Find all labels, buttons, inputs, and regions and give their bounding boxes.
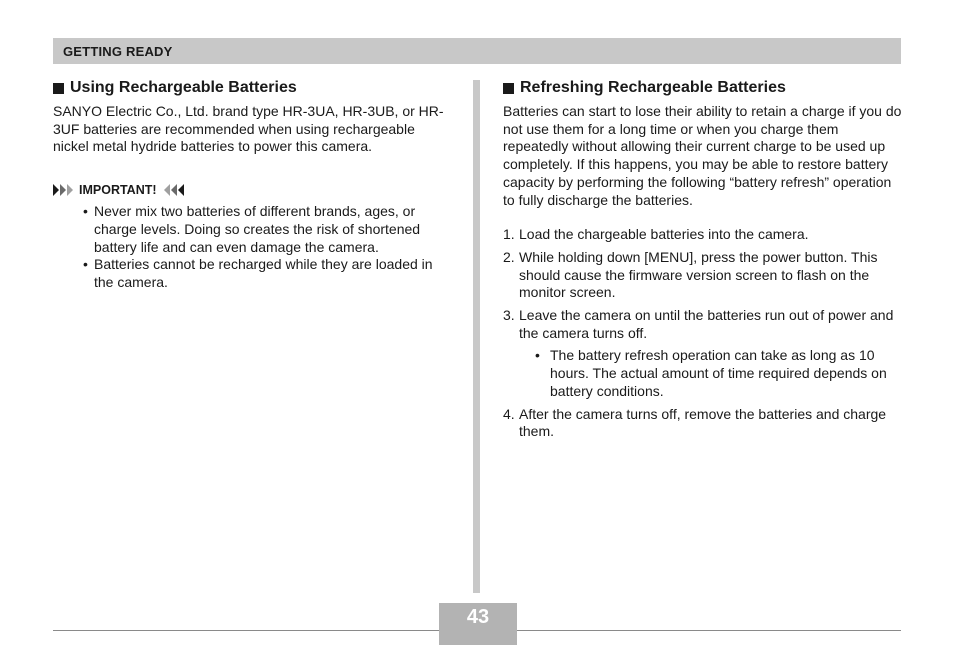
list-item: • Never mix two batteries of different brands, ages, or charge levels. Doing so creates the risk of shortened battery life and can even damage the camera.	[83, 203, 453, 256]
left-column	[53, 78, 453, 292]
step-text: Leave the camera on until the batteries run out of power and the camera turns off.	[519, 307, 894, 341]
list-item	[503, 249, 903, 302]
step-text: Load the chargeable batteries into the camera.	[519, 226, 809, 243]
right-column	[503, 78, 903, 446]
important-list	[83, 203, 453, 292]
step-sub-list	[535, 347, 903, 400]
step-number: 1.	[503, 226, 515, 243]
list-item	[503, 307, 903, 401]
section-title: GETTING READY	[63, 44, 173, 59]
step-number: 2.	[503, 248, 515, 265]
section-header	[53, 38, 901, 64]
arrow-right-icon	[53, 184, 75, 196]
page-number-box	[439, 603, 517, 645]
list-item: • The battery refresh operation can take as long as 10 hours. The actual amount of time required depends on battery conditions.	[535, 347, 903, 400]
square-bullet-icon	[503, 83, 514, 94]
step-text: While holding down [MENU], press the power button. This should cause the firmware version screen to flash on the monitor screen.	[519, 248, 878, 301]
arrow-left-icon	[162, 184, 184, 196]
square-bullet-icon	[53, 83, 64, 94]
step-number: 3.	[503, 307, 515, 324]
column-divider	[473, 80, 480, 593]
heading-using-rechargeable-batteries: Using Rechargeable Batteries	[53, 78, 453, 98]
list-item	[503, 406, 903, 441]
step-text: After the camera turns off, remove the batteries and charge them.	[519, 405, 887, 440]
step-number: 4.	[503, 405, 515, 422]
page-number: 43	[466, 606, 490, 628]
intro-paragraph: SANYO Electric Co., Ltd. brand type HR-3UA, HR-3UB, or HR-3UF batteries are recommended when using rechargeable nickel metal hydride batteries to power this camera.	[53, 103, 444, 155]
heading-refreshing-rechargeable-batteries: Refreshing Rechargeable Batteries	[503, 78, 903, 98]
important-callout	[53, 183, 453, 197]
list-item	[503, 226, 903, 244]
steps-list	[503, 226, 903, 441]
list-item: • Batteries cannot be recharged while they are loaded in the camera.	[83, 256, 453, 291]
intro-paragraph: Batteries can start to lose their ability to retain a charge if you do not use them for a long time or when you charge them repeatedly without allowing their current charge to be used up completely. If this happens, you may be able to restore battery capacity by performing the following “battery refresh” operation to fully discharge the batteries.	[503, 103, 902, 208]
important-label: IMPORTANT!	[79, 183, 157, 198]
